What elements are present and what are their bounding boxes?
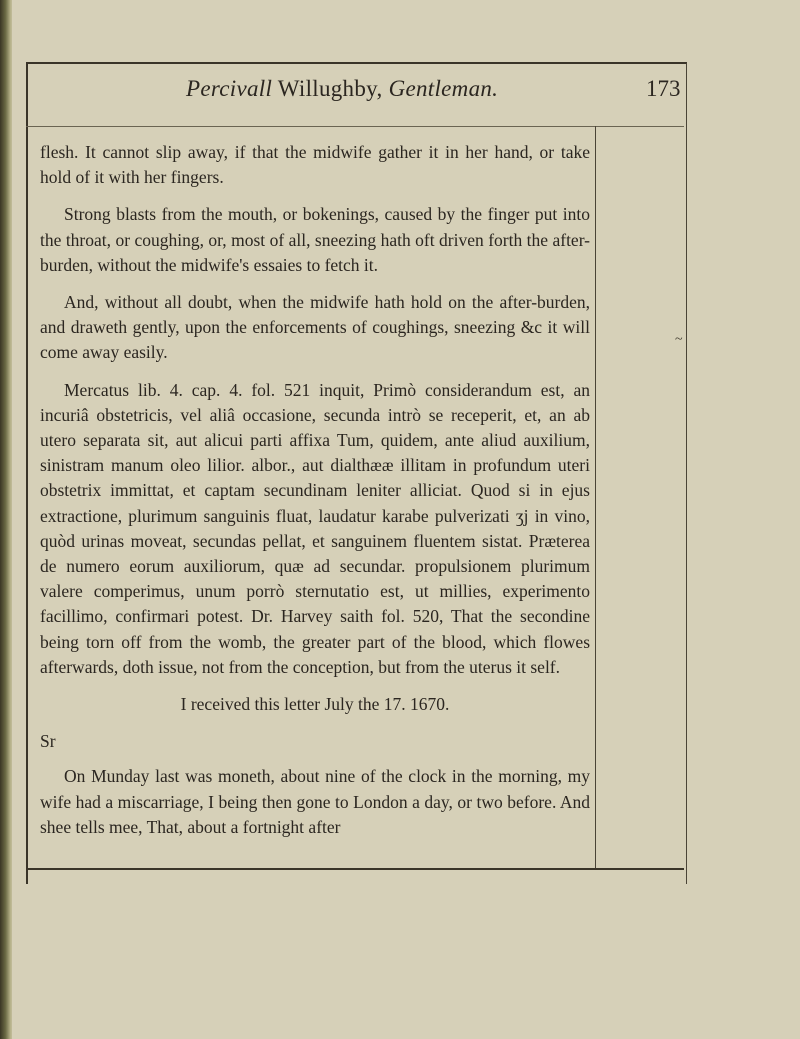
- paragraph-strong-blasts: Strong blasts from the mouth, or bokenings, caused by the finger put into the throat, or coughing, or, most of all, sneezing hath oft driven forth the after-burden, without the midwife's essaies to fetch it.: [40, 204, 590, 275]
- letter-salutation: Sr: [40, 731, 56, 752]
- page-number: 173: [646, 76, 681, 101]
- paragraph-flesh: flesh. It cannot slip away, if that the midwife gather it in her hand, or take hold of it with her fingers.: [40, 142, 590, 188]
- bottom-rule: [26, 868, 684, 870]
- running-title: [186, 76, 498, 102]
- running-title-forename: Percivall: [186, 76, 273, 101]
- running-title-surname: Willughby,: [272, 76, 389, 101]
- paragraph-without-doubt: And, without all doubt, when the midwife hath hold on the after-burden, and draweth gently, upon the enforcements of coughings, sneezing &c it will come away easily.: [40, 292, 590, 363]
- header-rule: [26, 126, 684, 127]
- paragraph-letter-body: On Munday last was moneth, about nine of the clock in the morning, my wife had a miscarriage, I being then gone to London a day, or two before. And shee tells mee, That, about a fortnight after: [40, 766, 590, 837]
- paragraph-mercatus-latin: Mercatus lib. 4. cap. 4. fol. 521 inquit, Primò considerandum est, an incuriâ obstetricis, vel aliâ occasione, secunda intrò se receperit, et, an ab utero separata sit, aut alicui parti affixa Tum, quidem, ante aliud auxilium, sinistram manum oleo lilior. albor., aut dialthææ illitam in profundum uteri obstetrix immittat, et captam secundinam leniter alliciat. Quod si in ejus extractione, plurimum sanguinis fluat, laudatur karabe pulverizati ʒj in vino, quòd urinas moveat, secundas pellat, et sanguinem fluentem sistat. Præterea de numero eorum auxiliorum, quæ ad secundar. propulsionem plurimum valere comperimus, unum porrò sternutatio est, ut millies, experimento facillimo, confirmari potest. Dr. Harvey saith fol. 520, That the secondine being torn off from the womb, the greater part of the blood, which flowes afterwards, doth issue, not from the conception, but from the uterus it self.: [40, 379, 590, 677]
- margin-rule: [595, 126, 596, 870]
- running-title-rank: Gentleman.: [388, 76, 499, 101]
- body-text: [40, 140, 590, 852]
- margin-mark: ~: [675, 332, 683, 347]
- letter-received-note: I received this letter July the 17. 1670.: [180, 694, 450, 715]
- running-header: [26, 76, 686, 120]
